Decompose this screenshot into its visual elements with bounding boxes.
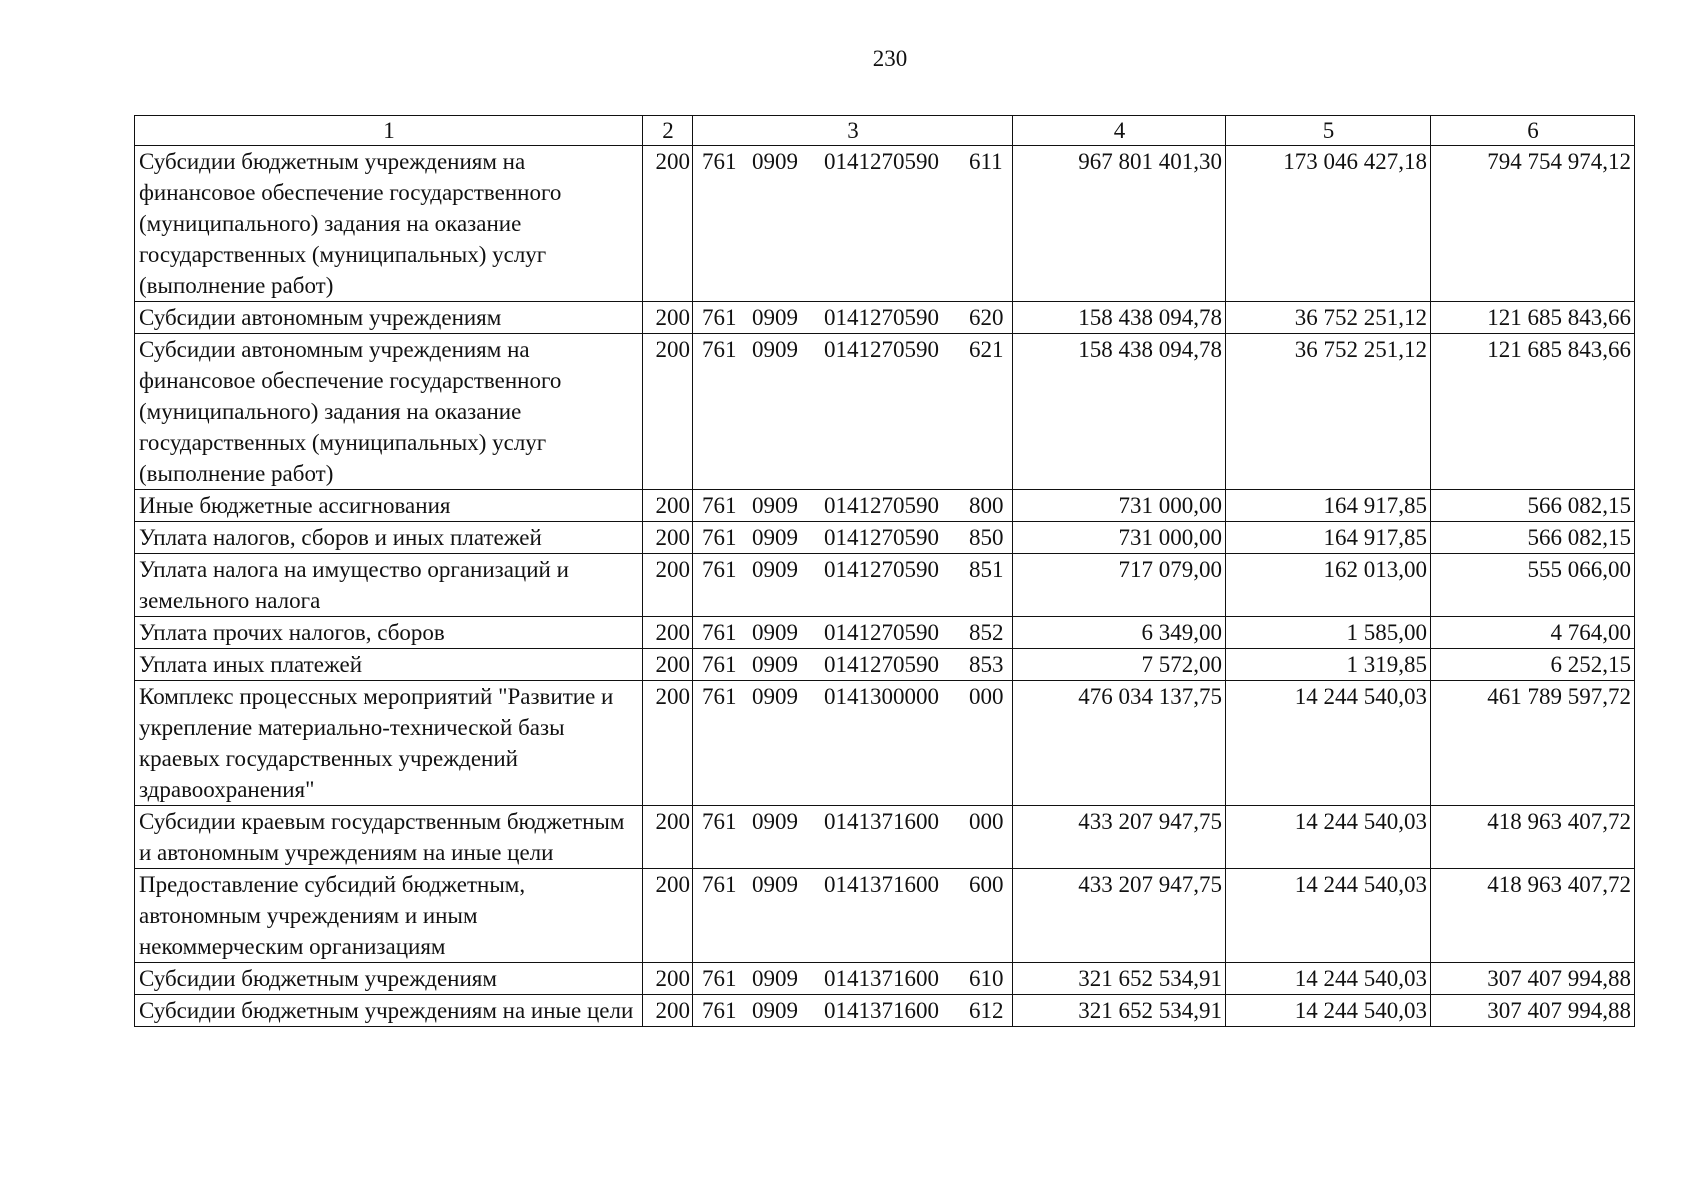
- row-classification-code: [693, 617, 1013, 649]
- code-part-3: 0141371600: [824, 998, 939, 1023]
- code-part-3: 0141270590: [824, 493, 939, 518]
- row-value-col5: 14 244 540,03: [1226, 869, 1431, 963]
- code-part-2: 0909: [752, 652, 798, 677]
- code-part-1: 761: [702, 684, 737, 709]
- row-classification-code: [693, 963, 1013, 995]
- row-name: Субсидии бюджетным учреждениям: [135, 963, 643, 995]
- code-part-3: 0141270590: [824, 337, 939, 362]
- row-name: Уплата налога на имущество организаций и земельного налога: [135, 554, 643, 617]
- row-classification-code: [693, 490, 1013, 522]
- column-header-3: 3: [693, 116, 1013, 146]
- row-value-col6: 6 252,15: [1431, 649, 1635, 681]
- row-value-col6: 121 685 843,66: [1431, 302, 1635, 334]
- row-value-col6: 307 407 994,88: [1431, 963, 1635, 995]
- row-value-col4: 158 438 094,78: [1013, 302, 1226, 334]
- table-row: [135, 490, 1635, 522]
- row-name: Субсидии автономным учреждениям: [135, 302, 643, 334]
- row-value-col6: 566 082,15: [1431, 522, 1635, 554]
- code-part-2: 0909: [752, 684, 798, 709]
- row-code-main: 200: [643, 554, 693, 617]
- table-row: [135, 806, 1635, 869]
- row-value-col5: 14 244 540,03: [1226, 681, 1431, 806]
- row-code-main: 200: [643, 522, 693, 554]
- table-row: [135, 554, 1635, 617]
- table-row: [135, 146, 1635, 302]
- row-value-col5: 36 752 251,12: [1226, 302, 1431, 334]
- code-part-2: 0909: [752, 149, 798, 174]
- code-part-1: 761: [702, 998, 737, 1023]
- row-value-col5: 36 752 251,12: [1226, 334, 1431, 490]
- row-value-col4: 717 079,00: [1013, 554, 1226, 617]
- code-part-1: 761: [702, 809, 737, 834]
- row-name: Субсидии бюджетным учреждениям на иные цели: [135, 995, 643, 1027]
- code-part-3: 0141371600: [824, 809, 939, 834]
- code-part-1: 761: [702, 966, 737, 991]
- row-value-col6: 121 685 843,66: [1431, 334, 1635, 490]
- budget-table: [134, 115, 1635, 1027]
- row-name: Уплата налогов, сборов и иных платежей: [135, 522, 643, 554]
- column-header-2: 2: [643, 116, 693, 146]
- row-code-main: 200: [643, 963, 693, 995]
- code-part-1: 761: [702, 305, 737, 330]
- code-part-2: 0909: [752, 493, 798, 518]
- table-row: [135, 302, 1635, 334]
- code-part-2: 0909: [752, 966, 798, 991]
- page-number: 230: [872, 46, 908, 71]
- code-part-3: 0141300000: [824, 684, 939, 709]
- code-part-1: 761: [702, 557, 737, 582]
- code-part-1: 761: [702, 493, 737, 518]
- code-part-4: 800: [969, 493, 1004, 518]
- code-part-1: 761: [702, 620, 737, 645]
- row-classification-code: [693, 869, 1013, 963]
- code-part-3: 0141270590: [824, 525, 939, 550]
- row-name: Уплата иных платежей: [135, 649, 643, 681]
- row-value-col6: 566 082,15: [1431, 490, 1635, 522]
- table-row: [135, 617, 1635, 649]
- code-part-1: 761: [702, 652, 737, 677]
- row-name: Предоставление субсидий бюджетным, автономным учреждениям и иным некоммерческим организациям: [135, 869, 643, 963]
- column-header-5: 5: [1226, 116, 1431, 146]
- table-row: [135, 649, 1635, 681]
- row-value-col5: 173 046 427,18: [1226, 146, 1431, 302]
- row-value-col6: 418 963 407,72: [1431, 869, 1635, 963]
- code-part-4: 851: [969, 557, 1004, 582]
- row-value-col5: 164 917,85: [1226, 522, 1431, 554]
- code-part-1: 761: [702, 337, 737, 362]
- row-name: Субсидии бюджетным учреждениям на финансовое обеспечение государственного (муниципального) задания на оказание государственных (муниципальных) услуг (выполнение работ): [135, 146, 643, 302]
- code-part-2: 0909: [752, 872, 798, 897]
- code-part-3: 0141371600: [824, 966, 939, 991]
- row-name: Субсидии автономным учреждениям на финансовое обеспечение государственного (муниципального) задания на оказание государственных (муниципальных) услуг (выполнение работ): [135, 334, 643, 490]
- column-header-1: 1: [135, 116, 643, 146]
- row-code-main: 200: [643, 146, 693, 302]
- row-classification-code: [693, 649, 1013, 681]
- row-value-col4: 433 207 947,75: [1013, 869, 1226, 963]
- code-part-4: 610: [969, 966, 1004, 991]
- row-value-col5: 162 013,00: [1226, 554, 1431, 617]
- row-value-col5: 14 244 540,03: [1226, 806, 1431, 869]
- code-part-2: 0909: [752, 998, 798, 1023]
- code-part-4: 612: [969, 998, 1004, 1023]
- row-value-col6: 418 963 407,72: [1431, 806, 1635, 869]
- row-classification-code: [693, 334, 1013, 490]
- row-value-col6: 4 764,00: [1431, 617, 1635, 649]
- row-name: Иные бюджетные ассигнования: [135, 490, 643, 522]
- code-part-3: 0141270590: [824, 620, 939, 645]
- code-part-4: 853: [969, 652, 1004, 677]
- row-value-col6: 307 407 994,88: [1431, 995, 1635, 1027]
- code-part-4: 600: [969, 872, 1004, 897]
- code-part-4: 850: [969, 525, 1004, 550]
- column-number-row: [135, 116, 1635, 146]
- table-row: [135, 681, 1635, 806]
- row-code-main: 200: [643, 869, 693, 963]
- row-classification-code: [693, 522, 1013, 554]
- row-classification-code: [693, 995, 1013, 1027]
- code-part-2: 0909: [752, 337, 798, 362]
- code-part-2: 0909: [752, 809, 798, 834]
- row-value-col4: 433 207 947,75: [1013, 806, 1226, 869]
- code-part-1: 761: [702, 149, 737, 174]
- column-header-6: 6: [1431, 116, 1635, 146]
- table-row: [135, 522, 1635, 554]
- row-value-col5: 1 585,00: [1226, 617, 1431, 649]
- table-row: [135, 963, 1635, 995]
- row-code-main: 200: [643, 490, 693, 522]
- row-value-col5: 164 917,85: [1226, 490, 1431, 522]
- code-part-4: 000: [969, 684, 1004, 709]
- code-part-4: 611: [969, 149, 1003, 174]
- row-value-col4: 731 000,00: [1013, 490, 1226, 522]
- row-name: Субсидии краевым государственным бюджетным и автономным учреждениям на иные цели: [135, 806, 643, 869]
- table-row: [135, 334, 1635, 490]
- row-classification-code: [693, 806, 1013, 869]
- row-name: Уплата прочих налогов, сборов: [135, 617, 643, 649]
- row-code-main: 200: [643, 806, 693, 869]
- code-part-2: 0909: [752, 620, 798, 645]
- code-part-2: 0909: [752, 557, 798, 582]
- row-value-col4: 967 801 401,30: [1013, 146, 1226, 302]
- code-part-4: 852: [969, 620, 1004, 645]
- row-value-col5: 14 244 540,03: [1226, 995, 1431, 1027]
- code-part-2: 0909: [752, 525, 798, 550]
- row-value-col5: 1 319,85: [1226, 649, 1431, 681]
- code-part-2: 0909: [752, 305, 798, 330]
- row-value-col6: 461 789 597,72: [1431, 681, 1635, 806]
- row-name: Комплекс процессных мероприятий "Развитие и укрепление материально-технической базы краевых государственных учреждений здравоохранения": [135, 681, 643, 806]
- code-part-3: 0141270590: [824, 652, 939, 677]
- row-classification-code: [693, 146, 1013, 302]
- table-row: [135, 869, 1635, 963]
- row-value-col4: 731 000,00: [1013, 522, 1226, 554]
- row-code-main: 200: [643, 649, 693, 681]
- row-code-main: 200: [643, 302, 693, 334]
- row-value-col6: 555 066,00: [1431, 554, 1635, 617]
- row-code-main: 200: [643, 334, 693, 490]
- row-code-main: 200: [643, 995, 693, 1027]
- row-classification-code: [693, 302, 1013, 334]
- row-value-col6: 794 754 974,12: [1431, 146, 1635, 302]
- code-part-3: 0141371600: [824, 872, 939, 897]
- row-value-col4: 6 349,00: [1013, 617, 1226, 649]
- row-classification-code: [693, 681, 1013, 806]
- column-header-4: 4: [1013, 116, 1226, 146]
- row-classification-code: [693, 554, 1013, 617]
- row-value-col4: 476 034 137,75: [1013, 681, 1226, 806]
- code-part-1: 761: [702, 525, 737, 550]
- row-code-main: 200: [643, 617, 693, 649]
- code-part-3: 0141270590: [824, 557, 939, 582]
- table-row: [135, 995, 1635, 1027]
- code-part-3: 0141270590: [824, 149, 939, 174]
- row-value-col5: 14 244 540,03: [1226, 963, 1431, 995]
- row-code-main: 200: [643, 681, 693, 806]
- row-value-col4: 7 572,00: [1013, 649, 1226, 681]
- code-part-4: 620: [969, 305, 1004, 330]
- code-part-4: 621: [969, 337, 1004, 362]
- row-value-col4: 321 652 534,91: [1013, 963, 1226, 995]
- code-part-3: 0141270590: [824, 305, 939, 330]
- code-part-1: 761: [702, 872, 737, 897]
- row-value-col4: 321 652 534,91: [1013, 995, 1226, 1027]
- row-value-col4: 158 438 094,78: [1013, 334, 1226, 490]
- code-part-4: 000: [969, 809, 1004, 834]
